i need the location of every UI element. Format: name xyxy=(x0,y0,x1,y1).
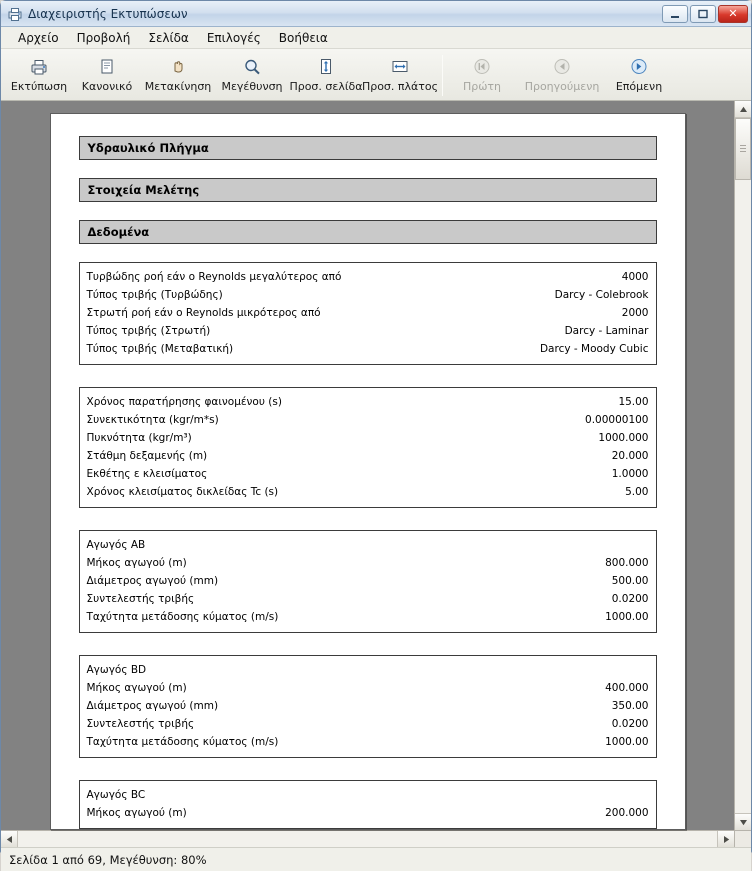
scroll-thumb-grip xyxy=(740,145,746,152)
data-row xyxy=(87,483,649,501)
vertical-scroll-track[interactable] xyxy=(735,118,751,813)
menu-help[interactable]: Βοήθεια xyxy=(278,30,328,45)
printer-preview-icon xyxy=(7,6,23,22)
friction-block xyxy=(79,262,657,365)
menu-options[interactable]: Επιλογές xyxy=(206,30,261,45)
previous-page-button[interactable] xyxy=(516,51,608,100)
document-title: Υδραυλικό Πλήγμα xyxy=(79,136,657,160)
zoom-in-label: Μεγέθυνση xyxy=(221,80,283,93)
magnifier-icon xyxy=(242,56,262,78)
document-page xyxy=(50,113,686,830)
data-row xyxy=(87,679,649,697)
status-bar xyxy=(1,847,751,871)
row-value: 5.00 xyxy=(625,486,649,498)
zoom-normal-label: Κανονικό xyxy=(81,80,133,93)
row-label: Αγωγός BD xyxy=(86,664,147,676)
row-value: Darcy - Colebrook xyxy=(554,289,649,301)
row-value: 350.00 xyxy=(611,700,649,712)
row-value: 2000 xyxy=(621,307,649,319)
printer-icon xyxy=(29,56,49,78)
row-label: Μήκος αγωγού (m) xyxy=(86,682,187,694)
row-label: Συντελεστής τριβής xyxy=(86,718,195,730)
preview-area xyxy=(1,101,751,830)
scrollbar-corner xyxy=(734,831,751,847)
row-value: 0.0200 xyxy=(611,718,649,730)
toolbar xyxy=(1,49,751,101)
row-label: Χρόνος παρατήρησης φαινομένου (s) xyxy=(86,396,282,408)
row-value: 15.00 xyxy=(618,396,649,408)
print-button-label: Εκτύπωση xyxy=(10,80,68,93)
first-page-button[interactable] xyxy=(448,51,516,100)
zoom-in-button[interactable] xyxy=(215,51,289,100)
data-row xyxy=(87,554,649,572)
close-button[interactable]: ✕ xyxy=(718,5,748,23)
scroll-right-button[interactable] xyxy=(717,831,734,847)
row-label: Στρωτή ροή εάν ο Reynolds μικρότερος από xyxy=(86,307,321,319)
zoom-normal-icon xyxy=(97,56,117,78)
row-value: 200.000 xyxy=(605,807,649,819)
maximize-button[interactable] xyxy=(690,5,716,23)
menu-bar xyxy=(1,27,751,49)
scroll-left-button[interactable] xyxy=(1,831,18,847)
row-value: 800.000 xyxy=(605,557,649,569)
pipe-ab-block xyxy=(79,530,657,633)
scroll-down-button[interactable] xyxy=(735,813,751,830)
section-data-header: Δεδομένα xyxy=(79,220,657,244)
data-row xyxy=(87,590,649,608)
row-value: 1000.00 xyxy=(605,736,649,748)
row-value: 4000 xyxy=(621,271,649,283)
row-label: Διάμετρος αγωγού (mm) xyxy=(86,575,219,587)
row-value: 0.00000100 xyxy=(585,414,649,426)
data-row xyxy=(87,286,649,304)
horizontal-scrollbar[interactable] xyxy=(1,830,751,847)
menu-file[interactable]: Αρχείο xyxy=(18,30,59,45)
window-controls xyxy=(662,5,748,23)
row-label: Μήκος αγωγού (m) xyxy=(86,807,187,819)
row-label: Χρόνος κλεισίματος δικλείδας Tc (s) xyxy=(86,486,279,498)
data-row xyxy=(87,393,649,411)
title-bar[interactable] xyxy=(1,1,751,27)
fit-page-button[interactable] xyxy=(289,51,363,100)
fit-page-label: Προσ. σελίδα xyxy=(289,80,363,93)
data-row xyxy=(87,536,649,554)
row-value: 500.00 xyxy=(611,575,649,587)
preview-canvas[interactable] xyxy=(1,101,734,830)
row-label: Εκθέτης ε κλεισίματος xyxy=(86,468,208,480)
row-label: Πυκνότητα (kgr/m³) xyxy=(86,432,192,444)
row-label: Στάθμη δεξαμενής (m) xyxy=(86,450,208,462)
data-row xyxy=(87,733,649,751)
status-text: Σελίδα 1 από 69, Μεγέθυνση: 80% xyxy=(9,852,207,867)
menu-page[interactable]: Σελίδα xyxy=(148,30,189,45)
data-row xyxy=(87,340,649,358)
row-label: Συνεκτικότητα (kgr/m*s) xyxy=(86,414,219,426)
row-label: Συντελεστής τριβής xyxy=(86,593,195,605)
row-label: Αγωγός AB xyxy=(86,539,146,551)
next-page-label: Επόμενη xyxy=(615,80,663,93)
data-row xyxy=(87,715,649,733)
minimize-button[interactable] xyxy=(662,5,688,23)
pan-hand-icon xyxy=(168,56,188,78)
data-row xyxy=(87,447,649,465)
fit-width-button[interactable] xyxy=(363,51,437,100)
row-value: 0.0200 xyxy=(611,593,649,605)
menu-view[interactable]: Προβολή xyxy=(76,30,131,45)
horizontal-scroll-track[interactable] xyxy=(18,831,717,847)
window-title: Διαχειριστής Εκτυπώσεων xyxy=(28,6,188,21)
row-label: Αγωγός BC xyxy=(86,789,146,801)
data-row xyxy=(87,322,649,340)
row-label: Τυρβώδης ροή εάν ο Reynolds μεγαλύτερος από xyxy=(86,271,342,283)
data-row xyxy=(87,661,649,679)
row-label: Τύπος τριβής (Στρωτή) xyxy=(86,325,211,337)
print-button[interactable] xyxy=(5,51,73,100)
fit-page-icon xyxy=(316,56,336,78)
first-page-icon xyxy=(472,56,492,78)
first-page-label: Πρώτη xyxy=(462,80,502,93)
next-page-icon xyxy=(629,56,649,78)
toolbar-separator xyxy=(442,55,443,96)
row-value: 1000.000 xyxy=(598,432,649,444)
vertical-scroll-thumb[interactable] xyxy=(735,118,751,180)
row-value: 1000.00 xyxy=(605,611,649,623)
row-value: 400.000 xyxy=(605,682,649,694)
data-row xyxy=(87,804,649,822)
fit-width-label: Προσ. πλάτος xyxy=(361,80,439,93)
data-row xyxy=(87,572,649,590)
pipe-bc-block xyxy=(79,780,657,829)
row-value: 20.000 xyxy=(611,450,649,462)
section-study-header: Στοιχεία Μελέτης xyxy=(79,178,657,202)
scroll-up-button[interactable] xyxy=(735,101,751,118)
vertical-scrollbar[interactable] xyxy=(734,101,751,830)
next-page-button[interactable] xyxy=(608,51,670,100)
previous-page-icon xyxy=(552,56,572,78)
row-label: Διάμετρος αγωγού (mm) xyxy=(86,700,219,712)
data-row xyxy=(87,411,649,429)
data-row xyxy=(87,608,649,626)
row-value: Darcy - Moody Cubic xyxy=(539,343,649,355)
zoom-normal-button[interactable] xyxy=(73,51,141,100)
row-label: Τύπος τριβής (Τυρβώδης) xyxy=(86,289,223,301)
data-row xyxy=(87,697,649,715)
pan-button-label: Μετακίνηση xyxy=(144,80,212,93)
row-label: Μήκος αγωγού (m) xyxy=(86,557,187,569)
data-row xyxy=(87,304,649,322)
row-label: Ταχύτητα μετάδοσης κύματος (m/s) xyxy=(86,736,279,748)
row-label: Ταχύτητα μετάδοσης κύματος (m/s) xyxy=(86,611,279,623)
pipe-bd-block xyxy=(79,655,657,758)
data-row xyxy=(87,465,649,483)
data-row xyxy=(87,429,649,447)
row-label: Τύπος τριβής (Μεταβατική) xyxy=(86,343,234,355)
row-value: Darcy - Laminar xyxy=(564,325,649,337)
general-parameters-block xyxy=(79,387,657,508)
fit-width-icon xyxy=(390,56,410,78)
previous-page-label: Προηγούμενη xyxy=(524,80,600,93)
data-row xyxy=(87,268,649,286)
pan-button[interactable] xyxy=(141,51,215,100)
row-value: 1.0000 xyxy=(611,468,649,480)
data-row xyxy=(87,786,649,804)
